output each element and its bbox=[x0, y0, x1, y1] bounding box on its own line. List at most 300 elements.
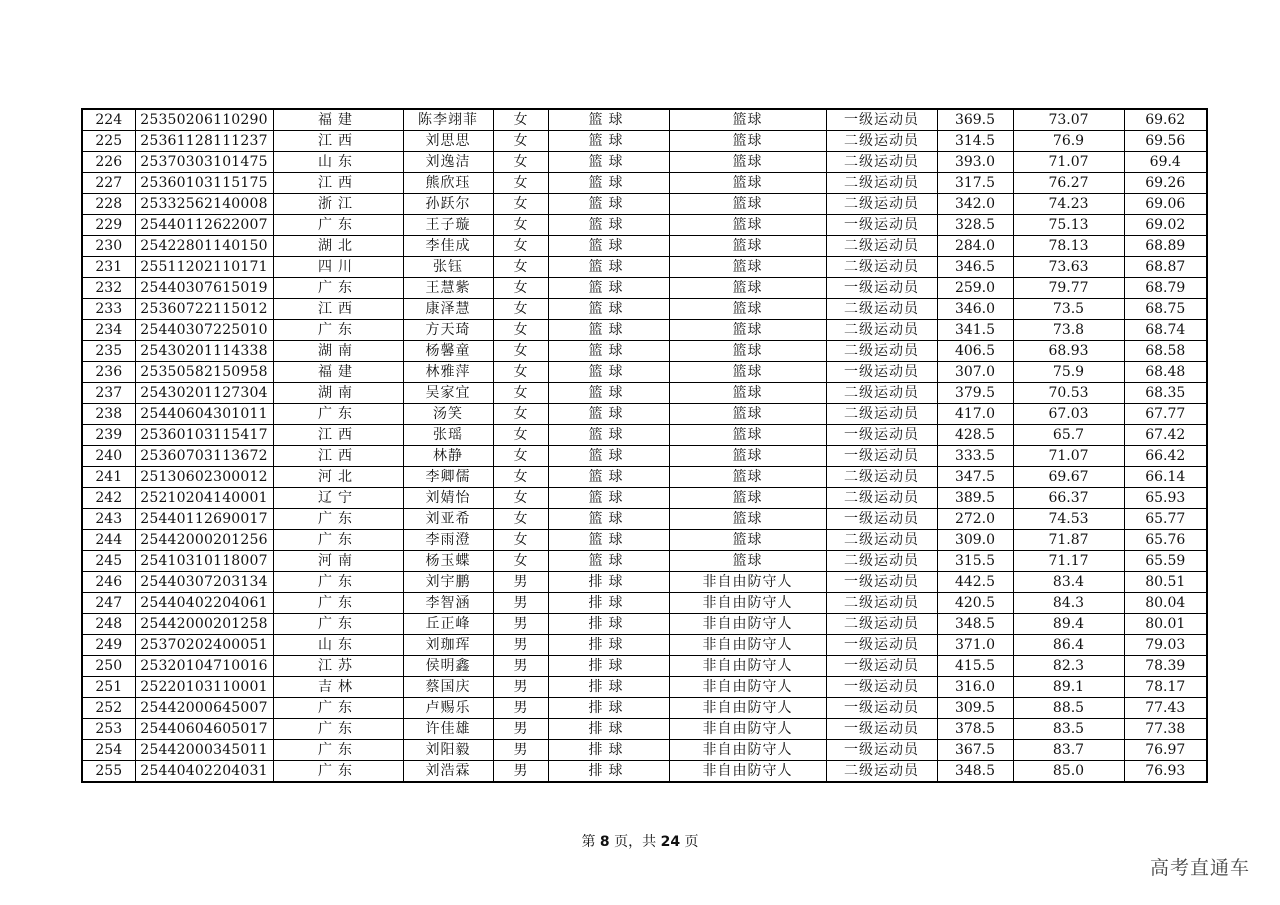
cell-province: 广东 bbox=[273, 614, 403, 635]
cell-event: 非自由防守人 bbox=[669, 656, 826, 677]
cell-score-test: 76.9 bbox=[1013, 131, 1124, 152]
cell-row-number: 224 bbox=[82, 109, 135, 131]
table-row bbox=[82, 614, 1207, 635]
cell-gender: 男 bbox=[493, 614, 548, 635]
cell-score-final: 68.74 bbox=[1124, 320, 1207, 341]
cell-row-number: 227 bbox=[82, 173, 135, 194]
cell-province: 江西 bbox=[273, 173, 403, 194]
cell-row-number: 247 bbox=[82, 593, 135, 614]
cell-student-name: 李智涵 bbox=[403, 593, 493, 614]
cell-sport: 排球 bbox=[548, 719, 669, 740]
cell-sport: 排球 bbox=[548, 614, 669, 635]
cell-exam-id: 25350206110290 bbox=[135, 109, 273, 131]
cell-sport: 篮球 bbox=[548, 320, 669, 341]
cell-athlete-level: 二级运动员 bbox=[826, 551, 937, 572]
cell-score-final: 78.17 bbox=[1124, 677, 1207, 698]
table-row bbox=[82, 425, 1207, 446]
cell-score-final: 77.43 bbox=[1124, 698, 1207, 719]
cell-event: 篮球 bbox=[669, 551, 826, 572]
cell-exam-id: 25442000345011 bbox=[135, 740, 273, 761]
cell-score-total: 307.0 bbox=[937, 362, 1013, 383]
cell-province: 广东 bbox=[273, 761, 403, 783]
cell-row-number: 233 bbox=[82, 299, 135, 320]
cell-event: 篮球 bbox=[669, 320, 826, 341]
cell-score-final: 65.93 bbox=[1124, 488, 1207, 509]
cell-event: 篮球 bbox=[669, 404, 826, 425]
cell-student-name: 杨玉蝶 bbox=[403, 551, 493, 572]
cell-score-total: 341.5 bbox=[937, 320, 1013, 341]
cell-sport: 篮球 bbox=[548, 488, 669, 509]
cell-event: 篮球 bbox=[669, 425, 826, 446]
cell-exam-id: 25360722115012 bbox=[135, 299, 273, 320]
cell-score-test: 89.4 bbox=[1013, 614, 1124, 635]
cell-row-number: 236 bbox=[82, 362, 135, 383]
cell-score-total: 415.5 bbox=[937, 656, 1013, 677]
cell-student-name: 王子璇 bbox=[403, 215, 493, 236]
cell-athlete-level: 二级运动员 bbox=[826, 152, 937, 173]
cell-student-name: 吴家宜 bbox=[403, 383, 493, 404]
cell-score-test: 73.5 bbox=[1013, 299, 1124, 320]
cell-student-name: 侯明鑫 bbox=[403, 656, 493, 677]
cell-province: 广东 bbox=[273, 278, 403, 299]
cell-score-test: 85.0 bbox=[1013, 761, 1124, 783]
cell-sport: 篮球 bbox=[548, 236, 669, 257]
cell-gender: 女 bbox=[493, 404, 548, 425]
cell-row-number: 228 bbox=[82, 194, 135, 215]
cell-event: 篮球 bbox=[669, 194, 826, 215]
cell-exam-id: 25440402204031 bbox=[135, 761, 273, 783]
footer-total-pages: 24 bbox=[660, 834, 681, 850]
cell-score-test: 74.23 bbox=[1013, 194, 1124, 215]
cell-athlete-level: 二级运动员 bbox=[826, 173, 937, 194]
cell-athlete-level: 一级运动员 bbox=[826, 572, 937, 593]
cell-score-total: 406.5 bbox=[937, 341, 1013, 362]
cell-sport: 排球 bbox=[548, 761, 669, 783]
cell-gender: 女 bbox=[493, 173, 548, 194]
cell-athlete-level: 一级运动员 bbox=[826, 278, 937, 299]
cell-sport: 篮球 bbox=[548, 425, 669, 446]
cell-province: 山东 bbox=[273, 152, 403, 173]
cell-sport: 篮球 bbox=[548, 131, 669, 152]
cell-score-final: 66.14 bbox=[1124, 467, 1207, 488]
cell-score-test: 83.7 bbox=[1013, 740, 1124, 761]
cell-gender: 男 bbox=[493, 761, 548, 783]
cell-sport: 排球 bbox=[548, 656, 669, 677]
cell-score-test: 71.17 bbox=[1013, 551, 1124, 572]
cell-province: 广东 bbox=[273, 698, 403, 719]
cell-gender: 女 bbox=[493, 320, 548, 341]
cell-score-test: 76.27 bbox=[1013, 173, 1124, 194]
cell-province: 江西 bbox=[273, 425, 403, 446]
cell-sport: 排球 bbox=[548, 593, 669, 614]
cell-exam-id: 25440112690017 bbox=[135, 509, 273, 530]
cell-score-test: 78.13 bbox=[1013, 236, 1124, 257]
cell-athlete-level: 一级运动员 bbox=[826, 719, 937, 740]
table-row bbox=[82, 383, 1207, 404]
cell-score-total: 420.5 bbox=[937, 593, 1013, 614]
cell-student-name: 刘浩霖 bbox=[403, 761, 493, 783]
cell-event: 非自由防守人 bbox=[669, 635, 826, 656]
cell-score-test: 74.53 bbox=[1013, 509, 1124, 530]
cell-student-name: 林静 bbox=[403, 446, 493, 467]
table-row bbox=[82, 740, 1207, 761]
cell-event: 篮球 bbox=[669, 383, 826, 404]
cell-row-number: 237 bbox=[82, 383, 135, 404]
cell-gender: 女 bbox=[493, 257, 548, 278]
cell-score-test: 83.4 bbox=[1013, 572, 1124, 593]
cell-score-total: 328.5 bbox=[937, 215, 1013, 236]
table-row bbox=[82, 698, 1207, 719]
cell-province: 四川 bbox=[273, 257, 403, 278]
cell-row-number: 254 bbox=[82, 740, 135, 761]
cell-score-test: 67.03 bbox=[1013, 404, 1124, 425]
cell-student-name: 张瑶 bbox=[403, 425, 493, 446]
table-row bbox=[82, 341, 1207, 362]
cell-score-total: 316.0 bbox=[937, 677, 1013, 698]
cell-exam-id: 25442000201256 bbox=[135, 530, 273, 551]
footer-middle: 页，共 bbox=[614, 834, 657, 850]
cell-athlete-level: 二级运动员 bbox=[826, 761, 937, 783]
cell-score-final: 80.51 bbox=[1124, 572, 1207, 593]
cell-score-test: 86.4 bbox=[1013, 635, 1124, 656]
table-row bbox=[82, 404, 1207, 425]
cell-gender: 女 bbox=[493, 362, 548, 383]
table-row bbox=[82, 593, 1207, 614]
cell-row-number: 232 bbox=[82, 278, 135, 299]
cell-score-total: 379.5 bbox=[937, 383, 1013, 404]
cell-row-number: 249 bbox=[82, 635, 135, 656]
cell-student-name: 卢赐乐 bbox=[403, 698, 493, 719]
cell-event: 篮球 bbox=[669, 530, 826, 551]
table-row bbox=[82, 194, 1207, 215]
cell-score-total: 342.0 bbox=[937, 194, 1013, 215]
cell-athlete-level: 二级运动员 bbox=[826, 488, 937, 509]
cell-score-total: 259.0 bbox=[937, 278, 1013, 299]
cell-event: 篮球 bbox=[669, 131, 826, 152]
cell-exam-id: 25320104710016 bbox=[135, 656, 273, 677]
cell-score-final: 77.38 bbox=[1124, 719, 1207, 740]
cell-athlete-level: 一级运动员 bbox=[826, 740, 937, 761]
cell-province: 江西 bbox=[273, 299, 403, 320]
cell-score-final: 78.39 bbox=[1124, 656, 1207, 677]
cell-athlete-level: 二级运动员 bbox=[826, 383, 937, 404]
cell-score-final: 68.87 bbox=[1124, 257, 1207, 278]
cell-gender: 女 bbox=[493, 194, 548, 215]
cell-province: 广东 bbox=[273, 530, 403, 551]
table-row bbox=[82, 572, 1207, 593]
cell-gender: 女 bbox=[493, 425, 548, 446]
results-table bbox=[81, 108, 1208, 783]
cell-gender: 女 bbox=[493, 446, 548, 467]
cell-gender: 男 bbox=[493, 635, 548, 656]
cell-student-name: 李卿儒 bbox=[403, 467, 493, 488]
cell-score-test: 84.3 bbox=[1013, 593, 1124, 614]
cell-athlete-level: 一级运动员 bbox=[826, 677, 937, 698]
cell-province: 江苏 bbox=[273, 656, 403, 677]
cell-gender: 女 bbox=[493, 341, 548, 362]
page-footer bbox=[0, 831, 1280, 851]
cell-event: 篮球 bbox=[669, 215, 826, 236]
table-row bbox=[82, 488, 1207, 509]
cell-score-final: 76.97 bbox=[1124, 740, 1207, 761]
cell-student-name: 杨馨童 bbox=[403, 341, 493, 362]
cell-athlete-level: 二级运动员 bbox=[826, 257, 937, 278]
cell-gender: 男 bbox=[493, 698, 548, 719]
cell-student-name: 刘阳毅 bbox=[403, 740, 493, 761]
cell-row-number: 235 bbox=[82, 341, 135, 362]
cell-exam-id: 25220103110001 bbox=[135, 677, 273, 698]
cell-student-name: 孙跃尔 bbox=[403, 194, 493, 215]
cell-exam-id: 25440402204061 bbox=[135, 593, 273, 614]
cell-student-name: 汤笑 bbox=[403, 404, 493, 425]
table-row bbox=[82, 656, 1207, 677]
cell-athlete-level: 一级运动员 bbox=[826, 446, 937, 467]
cell-exam-id: 25440307615019 bbox=[135, 278, 273, 299]
cell-score-test: 66.37 bbox=[1013, 488, 1124, 509]
cell-sport: 篮球 bbox=[548, 194, 669, 215]
cell-event: 篮球 bbox=[669, 488, 826, 509]
cell-score-total: 442.5 bbox=[937, 572, 1013, 593]
cell-athlete-level: 二级运动员 bbox=[826, 299, 937, 320]
cell-gender: 男 bbox=[493, 740, 548, 761]
cell-score-total: 314.5 bbox=[937, 131, 1013, 152]
cell-gender: 女 bbox=[493, 488, 548, 509]
cell-event: 非自由防守人 bbox=[669, 572, 826, 593]
cell-gender: 男 bbox=[493, 572, 548, 593]
cell-student-name: 刘珈珲 bbox=[403, 635, 493, 656]
cell-score-total: 378.5 bbox=[937, 719, 1013, 740]
cell-gender: 女 bbox=[493, 509, 548, 530]
cell-gender: 男 bbox=[493, 719, 548, 740]
cell-score-test: 73.63 bbox=[1013, 257, 1124, 278]
table-row bbox=[82, 278, 1207, 299]
cell-row-number: 226 bbox=[82, 152, 135, 173]
cell-score-final: 69.4 bbox=[1124, 152, 1207, 173]
cell-athlete-level: 二级运动员 bbox=[826, 614, 937, 635]
table-row bbox=[82, 152, 1207, 173]
cell-sport: 篮球 bbox=[548, 467, 669, 488]
cell-student-name: 刘思思 bbox=[403, 131, 493, 152]
table-row bbox=[82, 467, 1207, 488]
cell-score-test: 71.07 bbox=[1013, 446, 1124, 467]
cell-score-final: 68.75 bbox=[1124, 299, 1207, 320]
cell-score-test: 89.1 bbox=[1013, 677, 1124, 698]
cell-score-test: 88.5 bbox=[1013, 698, 1124, 719]
cell-province: 江西 bbox=[273, 131, 403, 152]
table-row bbox=[82, 719, 1207, 740]
cell-gender: 女 bbox=[493, 299, 548, 320]
footer-suffix: 页 bbox=[684, 834, 699, 850]
cell-province: 广东 bbox=[273, 719, 403, 740]
cell-event: 篮球 bbox=[669, 446, 826, 467]
cell-sport: 排球 bbox=[548, 635, 669, 656]
cell-row-number: 245 bbox=[82, 551, 135, 572]
cell-score-test: 82.3 bbox=[1013, 656, 1124, 677]
cell-sport: 篮球 bbox=[548, 109, 669, 131]
cell-score-test: 79.77 bbox=[1013, 278, 1124, 299]
cell-score-final: 65.59 bbox=[1124, 551, 1207, 572]
table-row bbox=[82, 509, 1207, 530]
cell-athlete-level: 一级运动员 bbox=[826, 656, 937, 677]
cell-exam-id: 25511202110171 bbox=[135, 257, 273, 278]
cell-score-test: 68.93 bbox=[1013, 341, 1124, 362]
cell-student-name: 刘逸洁 bbox=[403, 152, 493, 173]
cell-sport: 篮球 bbox=[548, 299, 669, 320]
cell-exam-id: 25440604605017 bbox=[135, 719, 273, 740]
cell-row-number: 244 bbox=[82, 530, 135, 551]
cell-event: 非自由防守人 bbox=[669, 719, 826, 740]
cell-score-final: 65.76 bbox=[1124, 530, 1207, 551]
cell-event: 篮球 bbox=[669, 152, 826, 173]
table-row bbox=[82, 215, 1207, 236]
cell-exam-id: 25440112622007 bbox=[135, 215, 273, 236]
cell-exam-id: 25442000201258 bbox=[135, 614, 273, 635]
cell-score-total: 346.0 bbox=[937, 299, 1013, 320]
cell-student-name: 丘正峰 bbox=[403, 614, 493, 635]
cell-exam-id: 25360703113672 bbox=[135, 446, 273, 467]
cell-exam-id: 25370303101475 bbox=[135, 152, 273, 173]
cell-exam-id: 25430201114338 bbox=[135, 341, 273, 362]
cell-event: 篮球 bbox=[669, 278, 826, 299]
cell-score-test: 83.5 bbox=[1013, 719, 1124, 740]
cell-row-number: 248 bbox=[82, 614, 135, 635]
cell-student-name: 李佳成 bbox=[403, 236, 493, 257]
footer-page-number: 8 bbox=[599, 834, 610, 850]
cell-score-final: 69.02 bbox=[1124, 215, 1207, 236]
cell-exam-id: 25210204140001 bbox=[135, 488, 273, 509]
cell-event: 篮球 bbox=[669, 299, 826, 320]
table-row bbox=[82, 173, 1207, 194]
cell-event: 非自由防守人 bbox=[669, 614, 826, 635]
cell-province: 河南 bbox=[273, 551, 403, 572]
cell-sport: 篮球 bbox=[548, 341, 669, 362]
cell-score-total: 417.0 bbox=[937, 404, 1013, 425]
cell-score-test: 71.87 bbox=[1013, 530, 1124, 551]
cell-province: 辽宁 bbox=[273, 488, 403, 509]
cell-student-name: 许佳雄 bbox=[403, 719, 493, 740]
cell-province: 广东 bbox=[273, 593, 403, 614]
cell-score-test: 73.07 bbox=[1013, 109, 1124, 131]
cell-gender: 女 bbox=[493, 467, 548, 488]
cell-score-test: 70.53 bbox=[1013, 383, 1124, 404]
cell-row-number: 253 bbox=[82, 719, 135, 740]
cell-score-final: 69.06 bbox=[1124, 194, 1207, 215]
cell-sport: 篮球 bbox=[548, 551, 669, 572]
cell-exam-id: 25350582150958 bbox=[135, 362, 273, 383]
cell-sport: 排球 bbox=[548, 740, 669, 761]
cell-province: 河北 bbox=[273, 467, 403, 488]
cell-athlete-level: 一级运动员 bbox=[826, 635, 937, 656]
table-row bbox=[82, 299, 1207, 320]
cell-gender: 女 bbox=[493, 215, 548, 236]
cell-exam-id: 25430201127304 bbox=[135, 383, 273, 404]
cell-row-number: 225 bbox=[82, 131, 135, 152]
cell-score-total: 272.0 bbox=[937, 509, 1013, 530]
table-row bbox=[82, 362, 1207, 383]
cell-athlete-level: 一级运动员 bbox=[826, 698, 937, 719]
cell-score-final: 68.35 bbox=[1124, 383, 1207, 404]
cell-student-name: 陈李翊菲 bbox=[403, 109, 493, 131]
cell-athlete-level: 二级运动员 bbox=[826, 467, 937, 488]
cell-athlete-level: 二级运动员 bbox=[826, 320, 937, 341]
cell-row-number: 246 bbox=[82, 572, 135, 593]
cell-row-number: 242 bbox=[82, 488, 135, 509]
cell-sport: 排球 bbox=[548, 572, 669, 593]
cell-score-total: 309.0 bbox=[937, 530, 1013, 551]
cell-sport: 篮球 bbox=[548, 530, 669, 551]
table-row bbox=[82, 320, 1207, 341]
cell-event: 篮球 bbox=[669, 109, 826, 131]
cell-event: 篮球 bbox=[669, 341, 826, 362]
cell-exam-id: 25332562140008 bbox=[135, 194, 273, 215]
cell-event: 篮球 bbox=[669, 257, 826, 278]
cell-score-final: 69.62 bbox=[1124, 109, 1207, 131]
cell-row-number: 234 bbox=[82, 320, 135, 341]
table-row bbox=[82, 530, 1207, 551]
cell-score-total: 284.0 bbox=[937, 236, 1013, 257]
cell-row-number: 241 bbox=[82, 467, 135, 488]
cell-sport: 篮球 bbox=[548, 278, 669, 299]
cell-score-total: 347.5 bbox=[937, 467, 1013, 488]
cell-score-total: 309.5 bbox=[937, 698, 1013, 719]
cell-event: 篮球 bbox=[669, 173, 826, 194]
cell-row-number: 230 bbox=[82, 236, 135, 257]
cell-athlete-level: 二级运动员 bbox=[826, 341, 937, 362]
cell-student-name: 方天琦 bbox=[403, 320, 493, 341]
cell-student-name: 熊欣珏 bbox=[403, 173, 493, 194]
cell-score-final: 79.03 bbox=[1124, 635, 1207, 656]
cell-sport: 篮球 bbox=[548, 173, 669, 194]
cell-event: 篮球 bbox=[669, 236, 826, 257]
cell-exam-id: 25442000645007 bbox=[135, 698, 273, 719]
cell-province: 吉林 bbox=[273, 677, 403, 698]
cell-province: 湖北 bbox=[273, 236, 403, 257]
table-row bbox=[82, 257, 1207, 278]
cell-province: 江西 bbox=[273, 446, 403, 467]
cell-score-total: 389.5 bbox=[937, 488, 1013, 509]
cell-row-number: 239 bbox=[82, 425, 135, 446]
table-row bbox=[82, 109, 1207, 131]
cell-province: 广东 bbox=[273, 320, 403, 341]
cell-score-total: 371.0 bbox=[937, 635, 1013, 656]
cell-province: 浙江 bbox=[273, 194, 403, 215]
watermark-logo: 高考直通车 bbox=[1149, 857, 1250, 879]
cell-score-total: 367.5 bbox=[937, 740, 1013, 761]
cell-event: 篮球 bbox=[669, 509, 826, 530]
cell-score-test: 73.8 bbox=[1013, 320, 1124, 341]
cell-student-name: 刘亚希 bbox=[403, 509, 493, 530]
cell-event: 非自由防守人 bbox=[669, 698, 826, 719]
cell-score-final: 67.77 bbox=[1124, 404, 1207, 425]
cell-gender: 女 bbox=[493, 551, 548, 572]
cell-student-name: 林雅萍 bbox=[403, 362, 493, 383]
cell-sport: 篮球 bbox=[548, 404, 669, 425]
cell-score-final: 67.42 bbox=[1124, 425, 1207, 446]
cell-province: 广东 bbox=[273, 509, 403, 530]
cell-athlete-level: 二级运动员 bbox=[826, 236, 937, 257]
cell-row-number: 240 bbox=[82, 446, 135, 467]
cell-sport: 篮球 bbox=[548, 509, 669, 530]
table-row bbox=[82, 446, 1207, 467]
cell-score-final: 66.42 bbox=[1124, 446, 1207, 467]
cell-gender: 女 bbox=[493, 278, 548, 299]
cell-row-number: 255 bbox=[82, 761, 135, 783]
cell-athlete-level: 一级运动员 bbox=[826, 362, 937, 383]
cell-gender: 女 bbox=[493, 131, 548, 152]
table-row bbox=[82, 677, 1207, 698]
cell-gender: 女 bbox=[493, 152, 548, 173]
table-row bbox=[82, 551, 1207, 572]
